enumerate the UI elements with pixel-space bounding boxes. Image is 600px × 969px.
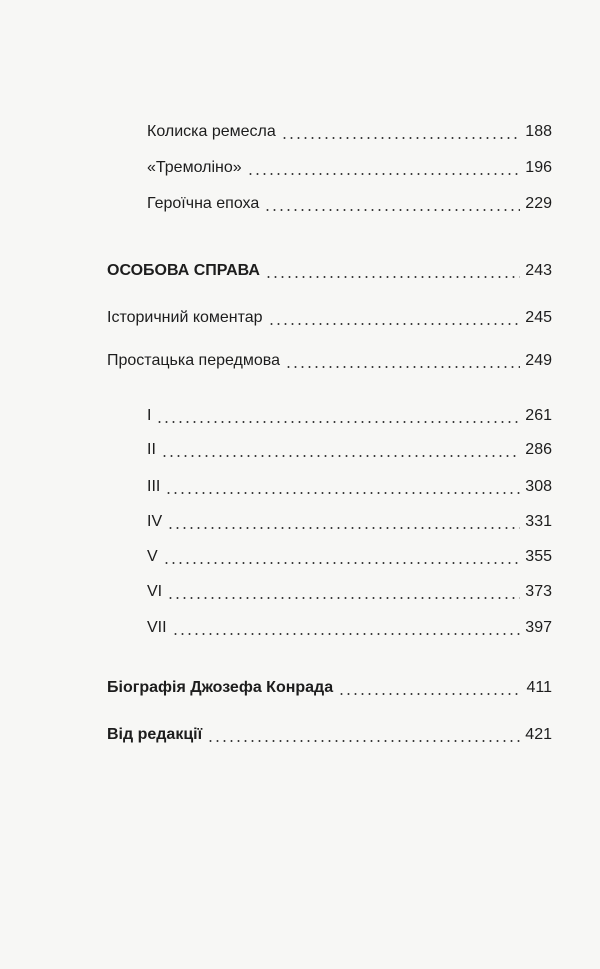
dot-leader bbox=[161, 455, 520, 457]
toc-entry-page: 188 bbox=[525, 123, 552, 140]
dot-leader bbox=[338, 693, 521, 695]
toc-entry-title: II bbox=[147, 441, 156, 458]
toc-entry bbox=[107, 305, 552, 331]
toc-entry-title: V bbox=[147, 548, 158, 565]
toc-entry-page: 331 bbox=[525, 513, 552, 530]
toc-section-entry bbox=[107, 675, 552, 701]
dot-leader bbox=[265, 276, 520, 278]
toc-entry-title: VI bbox=[147, 583, 163, 600]
toc-entry-page: 196 bbox=[525, 159, 552, 176]
toc-entry-title: I bbox=[147, 407, 152, 424]
toc-entry-page: 308 bbox=[525, 478, 552, 495]
toc-entry-page: 373 bbox=[525, 583, 552, 600]
dot-leader bbox=[264, 209, 520, 211]
toc-entry-title: Простацька передмова bbox=[107, 352, 280, 369]
toc-chapter-entry bbox=[147, 509, 552, 535]
dot-leader bbox=[167, 597, 520, 599]
toc-entry-title: Від редакції bbox=[107, 726, 203, 743]
toc-entry-page: 249 bbox=[525, 352, 552, 369]
toc-entry-title: Героїчна епоха bbox=[147, 195, 260, 212]
toc-entry-page: 261 bbox=[525, 407, 552, 424]
dot-leader bbox=[167, 527, 520, 529]
dot-leader bbox=[207, 740, 520, 742]
dot-leader bbox=[285, 366, 520, 368]
toc-entry-title: «Тремоліно» bbox=[147, 159, 242, 176]
toc-entry-page: 421 bbox=[525, 726, 552, 743]
toc-chapter-entry bbox=[147, 579, 552, 605]
toc-chapter-entry bbox=[147, 544, 552, 570]
dot-leader bbox=[165, 492, 520, 494]
dot-leader bbox=[163, 562, 521, 564]
toc-entry-title: ОСОБОВА СПРАВА bbox=[107, 262, 260, 279]
toc-entry-page: 229 bbox=[525, 195, 552, 212]
toc-entry-page: 286 bbox=[525, 441, 552, 458]
toc-entry bbox=[107, 348, 552, 374]
dot-leader bbox=[268, 323, 521, 325]
dot-leader bbox=[281, 137, 521, 139]
toc-section-entry bbox=[107, 258, 552, 284]
toc-entry-title: IV bbox=[147, 513, 163, 530]
toc-entry-title: Історичний коментар bbox=[107, 309, 263, 326]
toc-chapter-entry bbox=[147, 474, 552, 500]
toc-chapter-entry bbox=[147, 403, 552, 429]
toc-entry-page: 355 bbox=[525, 548, 552, 565]
toc-entry-page: 397 bbox=[525, 619, 552, 636]
dot-leader bbox=[172, 633, 521, 635]
toc-entry bbox=[147, 119, 552, 145]
toc-section-entry bbox=[107, 722, 552, 748]
toc-entry-title: III bbox=[147, 478, 161, 495]
toc-entry-title: VII bbox=[147, 619, 167, 636]
toc-chapter-entry bbox=[147, 437, 552, 463]
dot-leader bbox=[247, 173, 521, 175]
toc-entry-title: Біографія Джозефа Конрада bbox=[107, 679, 334, 696]
toc-entry-title: Колиска ремесла bbox=[147, 123, 276, 140]
dot-leader bbox=[156, 421, 520, 423]
toc-entry-page: 411 bbox=[526, 679, 552, 696]
toc-entry bbox=[147, 191, 552, 217]
toc-entry bbox=[147, 155, 552, 181]
toc-entry-page: 243 bbox=[525, 262, 552, 279]
toc-entry-page: 245 bbox=[525, 309, 552, 326]
toc-chapter-entry bbox=[147, 615, 552, 641]
